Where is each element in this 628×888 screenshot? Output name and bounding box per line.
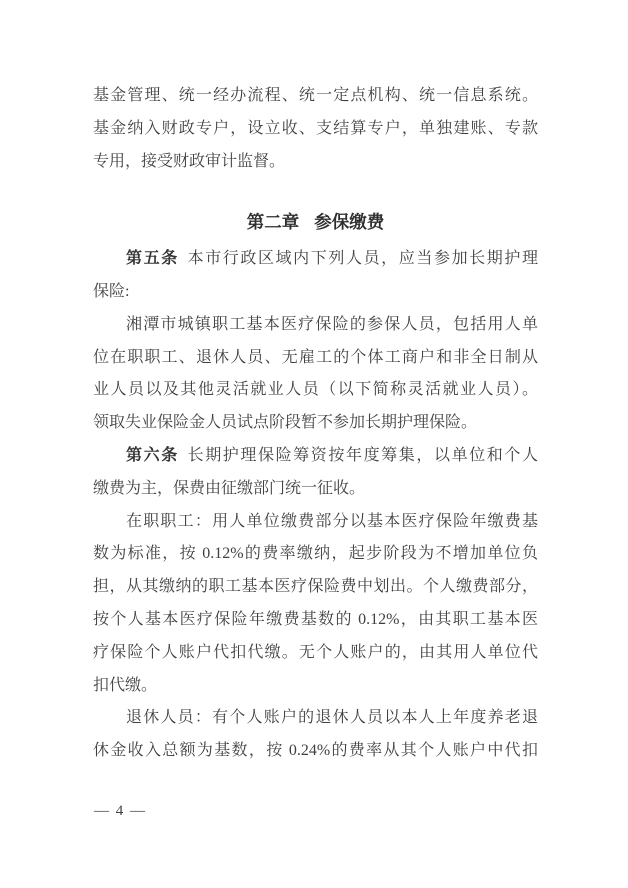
text-line xyxy=(93,670,538,703)
line-text: 专用，接受财政审计监督。 xyxy=(93,152,286,170)
text-line xyxy=(93,571,538,604)
article-number: 第六条 xyxy=(126,446,179,464)
text-line xyxy=(93,440,538,473)
line-text: 业人员以及其他灵活就业人员（以下简称灵活就业人员）。 xyxy=(93,381,538,399)
page-number: — 4 — xyxy=(94,803,147,819)
paragraph xyxy=(93,440,538,506)
line-text: 扣代缴。 xyxy=(93,676,158,694)
text-line xyxy=(93,374,538,407)
line-text: 缴费为主，保费由征缴部门统一征收。 xyxy=(93,479,366,497)
text-line xyxy=(93,276,538,309)
line-text: 基金管理、统一经办流程、统一定点机构、统一信息系统。 xyxy=(93,87,538,104)
text-line xyxy=(93,538,538,571)
line-text: 按个人基本医疗保险年缴费基数的 0.12%，由其职工基本医 xyxy=(93,610,538,628)
text-line xyxy=(93,604,538,637)
article-number: 第五条 xyxy=(126,250,179,268)
line-text: 在职职工：用人单位缴费部分以基本医疗保险年缴费基 xyxy=(126,512,538,530)
text-line xyxy=(93,702,538,735)
text-line xyxy=(93,473,538,506)
text-line xyxy=(93,407,538,440)
line-text: 位在职职工、退休人员、无雇工的个体工商户和非全日制从 xyxy=(93,348,538,366)
document-body xyxy=(93,80,538,768)
line-text: 疗保险个人账户代扣代缴。无个人账户的，由其用人单位代 xyxy=(93,643,538,661)
text-line xyxy=(93,243,538,276)
text-line xyxy=(93,637,538,670)
line-text: 基金纳入财政专户，设立收、支结算专户，单独建账、专款 xyxy=(93,119,538,137)
paragraph xyxy=(93,80,538,178)
paragraph xyxy=(93,702,538,768)
text-line xyxy=(93,146,538,179)
text-line xyxy=(93,113,538,146)
text-line xyxy=(93,80,538,113)
line-text: 数为标准，按 0.12%的费率缴纳，起步阶段为不增加单位负 xyxy=(93,545,538,563)
line-text: 本市行政区域内下列人员，应当参加长期护理 xyxy=(187,250,538,268)
line-text: 长期护理保险筹资按年度筹集，以单位和个人 xyxy=(187,446,538,464)
line-text: 领取失业保险金人员试点阶段暂不参加长期护理保险。 xyxy=(93,414,478,432)
paragraph xyxy=(93,243,538,309)
line-text: 退休人员：有个人账户的退休人员以本人上年度养老退 xyxy=(126,709,538,727)
chapter-heading-text: 第二章 xyxy=(246,212,300,233)
line-text: 湘潭市城镇职工基本医疗保险的参保人员，包括用人单 xyxy=(126,315,538,333)
text-line xyxy=(93,506,538,539)
line-text: 休金收入总额为基数，按 0.24%的费率从其个人账户中代扣 xyxy=(93,742,538,760)
line-text: 保险: xyxy=(93,282,130,300)
chapter-heading-text: 参保缴费 xyxy=(314,212,385,233)
line-text: 担，从其缴纳的职工基本医疗保险费中划出。个人缴费部分， xyxy=(93,578,538,596)
text-line xyxy=(93,735,538,768)
paragraph xyxy=(93,309,538,440)
text-line xyxy=(93,309,538,342)
text-line xyxy=(93,342,538,375)
chapter-heading xyxy=(93,206,538,239)
paragraph xyxy=(93,506,538,703)
